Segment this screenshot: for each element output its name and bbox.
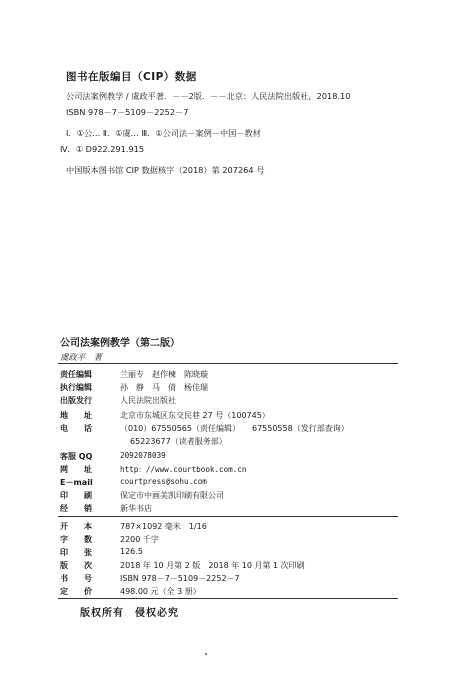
credit-value: 人民法院出版社 [120, 396, 176, 405]
credit-value: 新华书店 [120, 504, 152, 513]
credit-value: 北京市东城区东交民巷 27 号（100745） [120, 411, 270, 420]
cip-title: 图书在版编目（CIP）数据 [66, 71, 197, 83]
page-speck [205, 653, 207, 655]
cip-line-classification: Ⅳ．① D922.291.915 [60, 144, 145, 154]
credit-value: courtpress@sohu.com [120, 477, 207, 486]
spec-label: 版 次 [60, 561, 92, 570]
credit-label: 电 话 [60, 424, 92, 433]
spec-value: 126.5 [120, 547, 143, 556]
credit-value: （010）67550565（责任编辑） 67550558（发行部查询） [120, 424, 349, 433]
credit-label: 执行编辑 [60, 383, 92, 392]
spec-value: 2018 年 10 月第 2 版 2018 年 10 月第 1 次印刷 [120, 561, 305, 570]
divider-middle [58, 516, 398, 517]
credit-value: 保定市中画美凯印刷有限公司 [120, 491, 224, 500]
spec-label: 印 张 [60, 548, 92, 557]
credit-label: 经 销 [60, 504, 92, 513]
credit-label: E－mail [60, 478, 93, 487]
credit-label: 地 址 [60, 411, 92, 420]
cip-line-isbn: ISBN 978－7－5109－2252－7 [66, 107, 189, 117]
credit-label: 印 刷 [60, 491, 92, 500]
credit-value: 2092078039 [120, 451, 166, 460]
spec-value: 498.00 元（全 3 册） [120, 587, 201, 596]
credit-label: 责任编辑 [60, 370, 92, 379]
divider-top [58, 363, 398, 364]
rights-notice: 版权所有 侵权必究 [80, 608, 179, 619]
spec-label: 定 价 [60, 587, 92, 596]
book-author: 虞政平 著 [60, 352, 102, 362]
credit-label: 网 址 [60, 465, 92, 474]
cip-line-subject: Ⅰ．①公… Ⅱ．①虞… Ⅲ．①公司法－案例－中国－教材 [66, 128, 261, 138]
spec-label: 书 号 [60, 574, 92, 583]
book-title: 公司法案例教学（第二版） [60, 338, 180, 349]
spec-value: ISBN 978－7－5109－2252－7 [120, 574, 240, 583]
spec-value: 2200 千字 [120, 535, 159, 544]
credit-value: 孙 静 马 倩 杨佳瑞 [120, 383, 208, 392]
spec-label: 字 数 [60, 535, 92, 544]
divider-bottom [58, 598, 398, 599]
credit-value: http：//www.courtbook.com.cn [120, 465, 247, 474]
credit-value: 兰丽专 赵作楝 陈晓璇 [120, 370, 208, 379]
credit-value-continued: 65223677（读者服务部） [130, 437, 227, 446]
credit-label: 出版发行 [60, 396, 92, 405]
spec-value: 787×1092 毫米 1/16 [120, 522, 207, 531]
cip-line-record-number: 中国版本图书馆 CIP 数据核字（2018）第 207264 号 [66, 165, 265, 175]
cip-line-bibliographic: 公司法案例教学 / 虞政平著．－－2版．－－北京：人民法院出版社，2018.10 [66, 91, 351, 101]
spec-label: 开 本 [60, 522, 92, 531]
credit-label: 客服 QQ [60, 452, 93, 461]
